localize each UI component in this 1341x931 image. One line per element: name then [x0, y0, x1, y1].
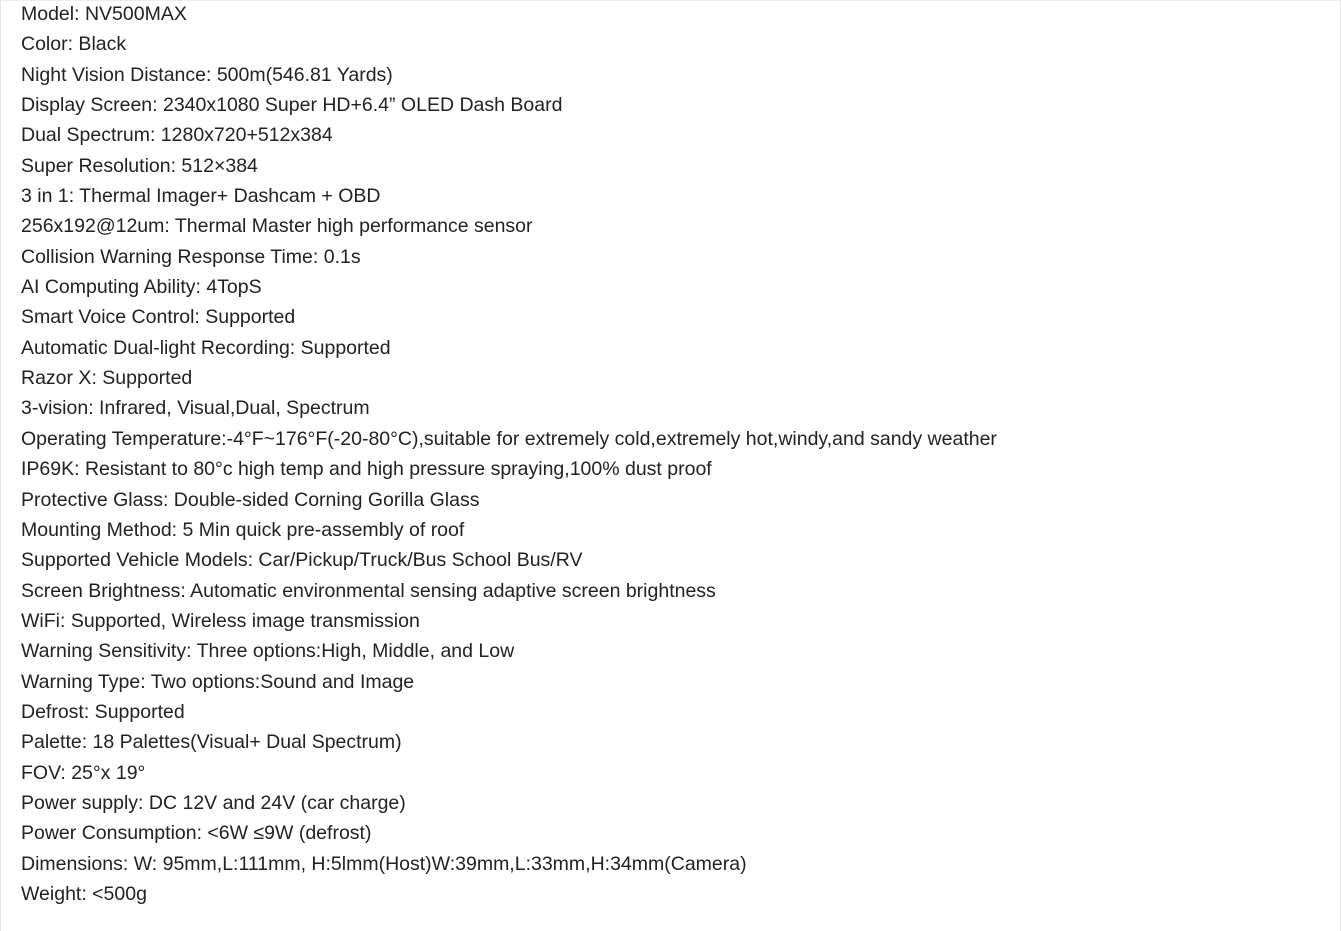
- spec-night-vision-distance: Night Vision Distance: 500m(546.81 Yards): [21, 63, 393, 86]
- spec-dimensions: Dimensions: W: 95mm,L:111mm, H:5lmm(Host)W:39mm,L:33mm,H:34mm(Camera): [21, 852, 747, 875]
- spec-vehicle-models: Supported Vehicle Models: Car/Pickup/Truck/Bus School Bus/RV: [21, 549, 583, 572]
- spec-voice-control: Smart Voice Control: Supported: [21, 306, 296, 329]
- spec-super-resolution: Super Resolution: 512×384: [21, 154, 258, 177]
- spec-ai-computing: AI Computing Ability: 4TopS: [21, 276, 262, 299]
- spec-defrost: Defrost: Supported: [21, 700, 185, 723]
- spec-mounting-method: Mounting Method: 5 Min quick pre-assembly of roof: [21, 518, 465, 541]
- spec-warning-type: Warning Type: Two options:Sound and Image: [21, 670, 415, 693]
- spec-fov: FOV: 25°x 19°: [21, 761, 146, 784]
- spec-power-supply: Power supply: DC 12V and 24V (car charge): [21, 791, 406, 814]
- spec-sensor: 256x192@12um: Thermal Master high performance sensor: [21, 215, 533, 238]
- spec-ip69k: IP69K: Resistant to 80°c high temp and high pressure spraying,100% dust proof: [21, 458, 712, 481]
- spec-dual-light-recording: Automatic Dual-light Recording: Supported: [21, 336, 391, 359]
- spec-model: Model: NV500MAX: [21, 3, 187, 25]
- spec-dual-spectrum: Dual Spectrum: 1280x720+512x384: [21, 124, 333, 147]
- spec-wifi: WiFi: Supported, Wireless image transmission: [21, 609, 420, 632]
- spec-screen-brightness: Screen Brightness: Automatic environmental sensing adaptive screen brightness: [21, 579, 716, 602]
- spec-list: [21, 0, 997, 909]
- spec-protective-glass: Protective Glass: Double-sided Corning Gorilla Glass: [21, 488, 480, 511]
- spec-display-screen: Display Screen: 2340x1080 Super HD+6.4” OLED Dash Board: [21, 94, 563, 117]
- spec-3-in-1: 3 in 1: Thermal Imager+ Dashcam + OBD: [21, 185, 381, 208]
- spec-warning-sensitivity: Warning Sensitivity: Three options:High, Middle, and Low: [21, 640, 515, 663]
- spec-razor-x: Razor X: Supported: [21, 367, 193, 390]
- spec-collision-warning: Collision Warning Response Time: 0.1s: [21, 245, 361, 268]
- spec-color: Color: Black: [21, 33, 127, 56]
- spec-power-consumption: Power Consumption: <6W ≤9W (defrost): [21, 822, 372, 845]
- spec-3-vision: 3-vision: Infrared, Visual,Dual, Spectrum: [21, 397, 370, 420]
- spec-operating-temperature: Operating Temperature:-4°F~176°F(-20-80°C),suitable for extremely cold,extremely hot,windy,and sandy weather: [21, 427, 997, 450]
- spec-palette: Palette: 18 Palettes(Visual+ Dual Spectrum): [21, 731, 402, 754]
- spec-weight: Weight: <500g: [21, 882, 147, 905]
